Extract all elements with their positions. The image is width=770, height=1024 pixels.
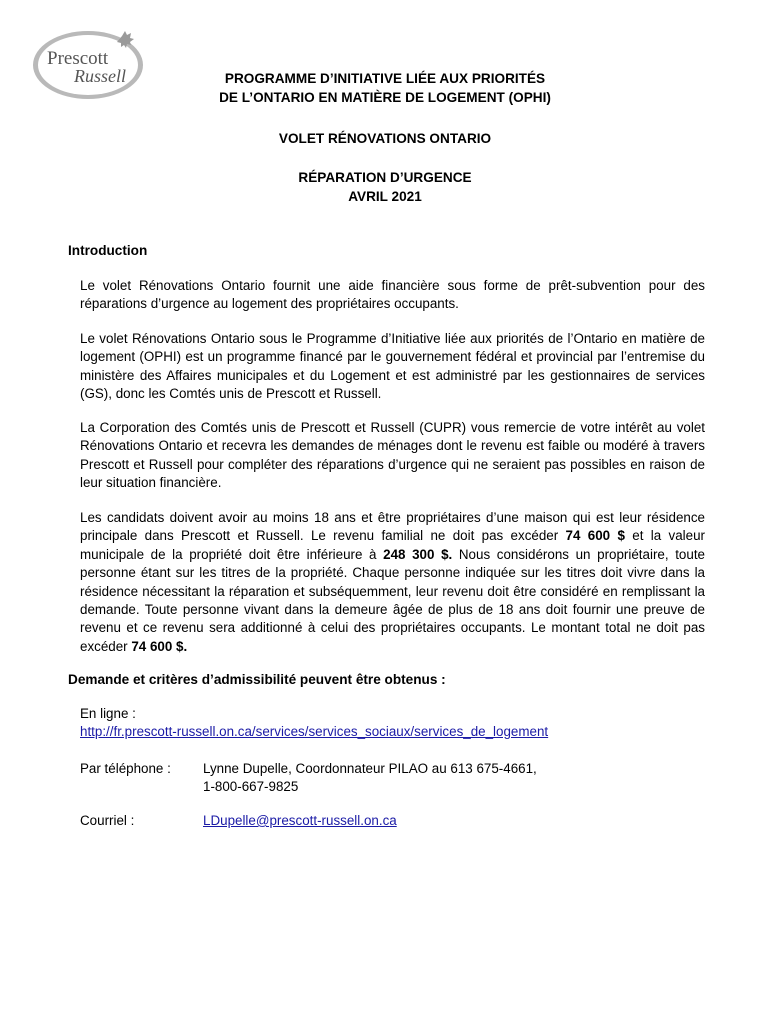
title-line-2: DE L’ONTARIO EN MATIÈRE DE LOGEMENT (OPHI) bbox=[219, 90, 551, 105]
date-heading: AVRIL 2021 bbox=[348, 189, 422, 204]
p4-text-c: Nous considérons un propriétaire, toute personne étant sur les titres de la propriété. Chaque personne indiquée sur les titres doit vivre dans la résidence nécessitant la réparation et subséquemment, leur revenu doit être considéré en remplissant la demande. Toute personne vivant dans la demeure âgée de plus de 18 ans doit fournir une preuve de revenu et ce revenu sera additionné à celui des propriétaires occupants. Le montant total ne doit pas excéder bbox=[80, 546, 705, 654]
volet-heading: VOLET RÉNOVATIONS ONTARIO bbox=[278, 131, 492, 146]
phone-label: Par téléphone : bbox=[80, 761, 171, 776]
online-label: En ligne : bbox=[80, 706, 136, 721]
intro-paragraph-3: La Corporation des Comtés unis de Prescott et Russell (CUPR) vous remercie de votre intérêt au volet Rénovations Ontario et recevra les demandes de ménages dont le revenu est faible ou modéré à travers Prescott et Russell pour compléter des réparations d’urgence qui ne seraient pas possibles en raison de leur situation financière. bbox=[80, 420, 705, 491]
p4-text-a: Les candidats doivent avoir au moins 18 ans et être propriétaires d’une maison qui est leur résidence principale dans Prescott et Russell. Le revenu familial ne doit pas excéder bbox=[80, 510, 705, 544]
volet-title bbox=[0, 129, 770, 148]
email-label: Courriel : bbox=[80, 813, 135, 828]
phone-line-2: 1-800-667-9825 bbox=[203, 779, 299, 795]
phone-line-1: Lynne Dupelle, Coordonnateur PILAO au 613 675-4661, bbox=[203, 761, 537, 776]
email-link[interactable]: LDupelle@prescott-russell.on.ca bbox=[203, 813, 397, 828]
online-url-link[interactable]: http://fr.prescott-russell.on.ca/services/services_sociaux/services_de_logement bbox=[80, 724, 549, 739]
logo-text-russell: Russell bbox=[74, 66, 126, 86]
logo-text-prescott: Prescott bbox=[47, 48, 109, 69]
subtitle-heading: RÉPARATION D’URGENCE bbox=[298, 170, 472, 185]
title-line-1: PROGRAMME D’INITIATIVE LIÉE AUX PRIORITÉS bbox=[224, 71, 546, 86]
income-limit: 74 600 $ bbox=[565, 528, 625, 544]
program-title bbox=[0, 69, 770, 107]
p4-text-b: et la valeur municipale de la propriété doit être inférieure à bbox=[80, 528, 705, 562]
intro-paragraph-2: Le volet Rénovations Ontario sous le Programme d’Initiative liée aux priorités de l’Ontario en matière de logement (OPHI) est un programme financé par le gouvernement fédéral et provincial par l’entremise du ministère des Affaires municipales et du Logement et est administré par les gestionnaires de services (GS), donc les Comtés unis de Prescott et Russell. bbox=[80, 331, 705, 402]
phone-value bbox=[203, 760, 537, 797]
subtitle-block bbox=[0, 168, 770, 206]
total-income-limit: 74 600 $. bbox=[131, 638, 188, 654]
intro-paragraph-1: Le volet Rénovations Ontario fournit une aide financière sous forme de prêt-subvention pour des réparations d’urgence au logement des propriétaires occupants. bbox=[80, 278, 705, 312]
intro-paragraph-4 bbox=[80, 509, 705, 656]
intro-heading: Introduction bbox=[68, 243, 148, 258]
online-link-row bbox=[80, 723, 548, 741]
contact-heading: Demande et critères d’admissibilité peuvent être obtenus : bbox=[68, 672, 446, 687]
property-value-limit: 248 300 $. bbox=[383, 546, 453, 562]
